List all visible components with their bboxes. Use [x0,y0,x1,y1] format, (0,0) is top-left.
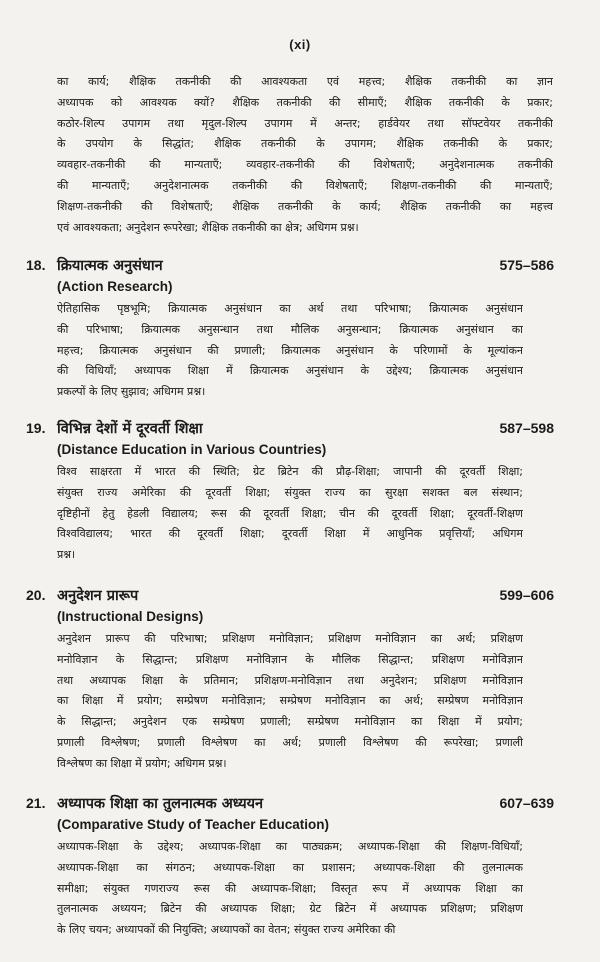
chapter-contents [57,837,523,941]
chapter-title-english: (Action Research) [57,279,173,294]
intro-paragraph [57,72,553,238]
chapter-contents [57,462,523,566]
chapter-20 [26,585,554,775]
text-line: प्रश्न। [57,548,76,562]
chapter-heading [26,585,554,609]
text-line: दृष्टिहीनों हेतु हेडली विद्यालय; रूस की दूरवर्ती शिक्षा; चीन की दूरवर्ती शिक्षा; दूरवर्ती-शिक्षण [57,506,523,520]
chapter-title-hindi: अध्यापक शिक्षा का तुलनात्मक अध्ययन [57,796,264,812]
chapter-heading [26,418,554,442]
chapter-page-range: 607–639 [499,795,554,811]
chapter-heading [26,255,554,279]
text-line: कठोर-शिल्प उपागम तथा मृदुल-शिल्प उपागम में अन्तर; हार्डवेयर तथा सॉफ्टवेयर तकनीकी [57,116,553,130]
chapter-page-range: 575–586 [499,257,554,273]
text-line: की मान्यताएँ; अनुदेशनात्मक तकनीकी की विशेषताएँ; शिक्षण-तकनीकी की मान्यताएँ; [57,178,553,192]
text-line: ऐतिहासिक पृष्ठभूमि; क्रियात्मक अनुसंधान का अर्थ तथा परिभाषा; क्रियात्मक अनुसंधान [57,302,523,315]
chapter-number: 21. [26,795,46,811]
text-line: की परिभाषा; क्रियात्मक अनुसन्धान तथा मौलिक अनुसन्धान; क्रियात्मक अनुसंधान का [57,322,523,336]
chapter-number: 18. [26,257,46,273]
chapter-number: 19. [26,420,46,436]
text-line: शिक्षण-तकनीकी की विशेषताएँ; शैक्षिक तकनीकी के कार्य; शैक्षिक तकनीकी का महत्त्व [57,199,553,213]
chapter-title-hindi: अनुदेशन प्रारूप [57,588,139,604]
text-line: विश्वविद्यालय; भारत की दूरवर्ती शिक्षा; दूरवर्ती शिक्षा में आधुनिक प्रवृत्तियाँ; अधिगम [57,527,523,541]
text-line: का कार्य; शैक्षिक तकनीकी की आवश्यकता एवं महत्त्व; शैक्षिक तकनीकी का ज्ञान [57,75,553,88]
text-line: संयुक्त राज्य अमेरिका की दूरवर्ती शिक्षा; संयुक्त राज्य का सुरक्षा सशक्त बल संस्थान; [57,485,523,499]
text-line: अनुदेशन प्रारूप की परिभाषा; प्रशिक्षण मनोविज्ञान; प्रशिक्षण मनोविज्ञान का अर्थ; प्रशिक्षण [57,632,523,645]
chapter-contents [57,629,523,775]
text-line: अध्यापक को आवश्यक क्यों? शैक्षिक तकनीकी की सीमाएँ; शैक्षिक तकनीकी के प्रकार; [57,95,553,109]
chapter-title-hindi: विभिन्न देशों में दूरवर्ती शिक्षा [57,421,203,437]
text-line: प्रकल्पों के लिए सुझाव; अधिगम प्रश्न। [57,385,206,399]
chapter-title-english: (Comparative Study of Teacher Education) [57,817,330,832]
text-line: प्रणाली विश्लेषण; प्रणाली विश्लेषण का अर्थ; प्रणाली विश्लेषण की रूपरेखा; प्रणाली [57,735,523,749]
chapter-title-english: (Distance Education in Various Countries) [57,442,327,457]
text-line: के सिद्धान्त; अनुदेशन एक सम्प्रेषण प्रणाली; सम्प्रेषण मनोविज्ञान का शिक्षा में प्रयोग; [57,715,523,729]
page-number: (xi) [289,37,311,52]
text-line: समीक्षा; संयुक्त गणराज्य रूस की अध्यापक-शिक्षा; विस्तृत रूप में अध्यापक शिक्षा का [57,881,523,895]
chapter-number: 20. [26,587,46,603]
text-line: महत्त्व; क्रियात्मक अनुसंधान की प्रणाली; क्रियात्मक अनुसंधान के परिणामों के मूल्यांकन [57,343,523,357]
text-line: के उपयोग के सिद्धांत; शैक्षिक तकनीकी के उपागम; शैक्षिक तकनीकी के प्रकार; [57,137,553,151]
text-line: विश्व साक्षरता में भारत की स्थिति; ग्रेट ब्रिटेन की प्रौढ़-शिक्षा; जापानी की दूरवर्ती शिक्षा; [57,465,523,478]
text-line: की विधियाँ; अध्यापक शिक्षा में क्रियात्मक अनुसंधान के उद्देश्य; क्रियात्मक अनुसंधान [57,364,523,378]
text-line: अध्यापक-शिक्षा के उद्देश्य; अध्यापक-शिक्षा का पाठ्यक्रम; अध्यापक-शिक्षा की शिक्षण-विधियाँ; [57,840,523,853]
chapter-page-range: 587–598 [499,420,554,436]
text-line: मनोविज्ञान के सिद्धान्त; प्रशिक्षण मनोविज्ञान के मौलिक सिद्धान्त; प्रशिक्षण मनोविज्ञान [57,652,523,666]
chapter-18 [26,255,554,403]
text-line: एवं आवश्यकता; अनुदेशन रूपरेखा; शैक्षिक तकनीकी का क्षेत्र; अधिगम प्रश्न। [57,220,359,234]
chapter-page-range: 599–606 [499,587,554,603]
text-line: के लिए चयन; अध्यापकों की नियुक्ति; अध्यापकों का वेतन; संयुक्त राज्य अमेरिका की [57,923,396,937]
text-line: तुलनात्मक अध्ययन; ब्रिटेन की अध्यापक शिक्षा; ग्रेट ब्रिटेन में अध्यापक प्रशिक्षण; प्रशिक्षण [57,902,523,916]
text-line: का शिक्षा में प्रयोग; सम्प्रेषण मनोविज्ञान; सम्प्रेषण मनोविज्ञान का अर्थ; सम्प्रेषण मनोविज्ञान [57,694,523,708]
chapter-19 [26,418,554,566]
text-line: अध्यापक-शिक्षा का संगठन; अध्यापक-शिक्षा का प्रशासन; अध्यापक-शिक्षा की तुलनात्मक [57,860,523,874]
text-line: तथा अध्यापक शिक्षा के प्रतिमान; प्रशिक्षण-मनोविज्ञान तथा अनुदेशन; प्रशिक्षण मनोविज्ञान [57,673,523,687]
chapter-title-english: (Instructional Designs) [57,609,204,624]
text-line: व्यवहार-तकनीकी की मान्यताएँ; व्यवहार-तकनीकी की विशेषताएँ; अनुदेशनात्मक तकनीकी [57,158,553,172]
chapter-heading [26,793,554,817]
chapter-contents [57,299,523,403]
chapter-title-hindi: क्रियात्मक अनुसंधान [57,258,163,274]
chapter-21 [26,793,554,941]
text-line: विश्लेषण का शिक्षा में प्रयोग; अधिगम प्रश्न। [57,756,227,770]
